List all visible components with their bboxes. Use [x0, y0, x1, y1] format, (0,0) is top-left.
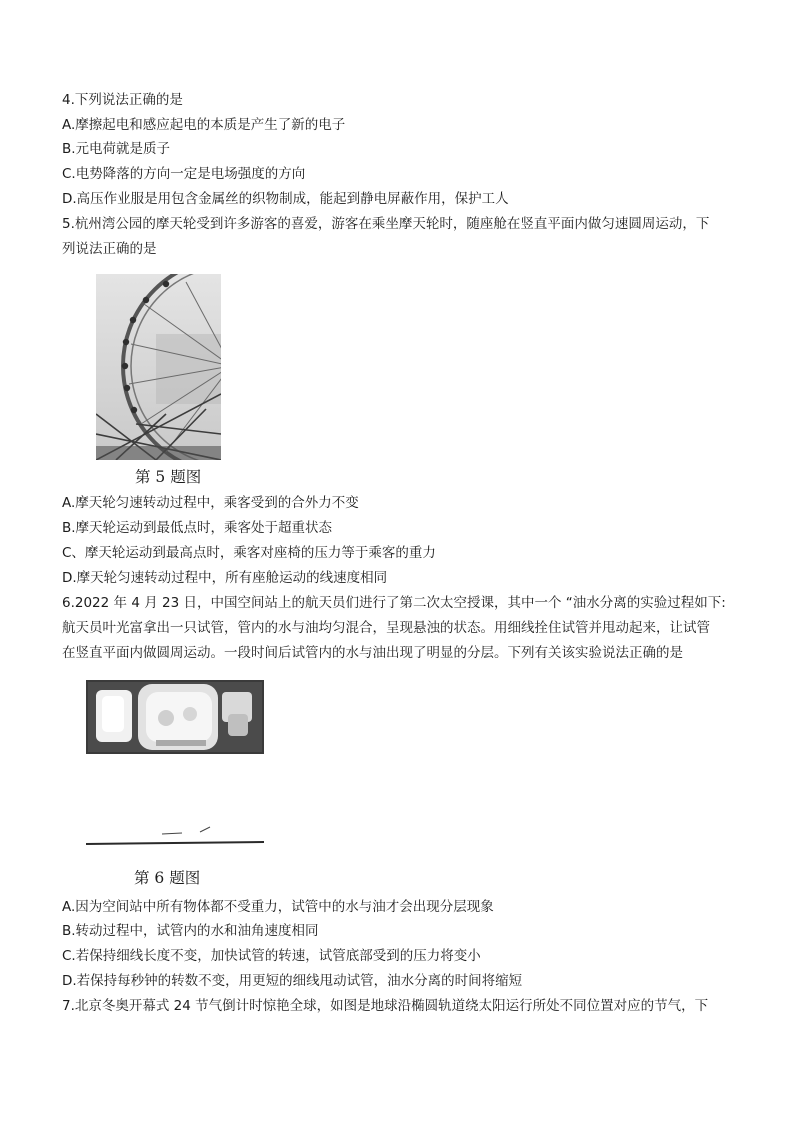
ferris-wheel-photo	[96, 274, 221, 460]
q5-figure-caption: 第 5 题图	[135, 468, 202, 486]
q6-stem-line3: 在竖直平面内做圆周运动。一段时间后试管内的水与油出现了明显的分层。下列有关该实验说法正确的是	[62, 645, 683, 661]
q4-option-c: C.电势降落的方向一定是电场强度的方向	[62, 166, 306, 182]
q5-stem-line1: 5.杭州湾公园的摩天轮受到许多游客的喜爱，游客在乘坐摩天轮时，随座舱在竖直平面内做匀速圆周运动，下	[62, 216, 710, 232]
q4-option-d: D.高压作业服是用包含金属丝的织物制成，能起到静电屏蔽作用，保护工人	[62, 191, 509, 207]
q6-option-a: A.因为空间站中所有物体都不受重力，试管中的水与油才会出现分层现象	[62, 899, 494, 915]
q5-option-b: B.摩天轮运动到最低点时，乘客处于超重状态	[62, 520, 333, 536]
q6-option-c: C.若保持细线长度不变，加快试管的转速，试管底部受到的压力将变小	[62, 948, 481, 964]
q6-option-d: D.若保持每秒钟的转数不变，用更短的细线甩动试管，油水分离的时间将缩短	[62, 973, 523, 989]
q5-option-a: A.摩天轮匀速转动过程中，乘客受到的合外力不变	[62, 495, 359, 511]
q6-stem-line2: 航天员叶光富拿出一只试管，管内的水与油均匀混合，呈现悬浊的状态。用细线拴住试管并甩动起来，让试管	[62, 620, 710, 636]
q4-option-b: B.元电荷就是质子	[62, 141, 171, 157]
q6-figure-caption: 第 6 题图	[134, 869, 201, 887]
q5-option-c: C、摩天轮运动到最高点时，乘客对座椅的压力等于乘客的重力	[62, 545, 436, 561]
q6-option-b: B.转动过程中，试管内的水和油角速度相同	[62, 923, 319, 939]
q5-option-d: D.摩天轮匀速转动过程中，所有座舱运动的线速度相同	[62, 570, 388, 586]
q4-stem: 4.下列说法正确的是	[62, 92, 183, 108]
oil-water-experiment-photo	[86, 678, 266, 850]
q7-stem-line1: 7.北京冬奥开幕式 24 节气倒计时惊艳全球，如图是地球沿椭圆轨道绕太阳运行所处不同位置对应的节气，下	[62, 998, 709, 1014]
q4-option-a: A.摩擦起电和感应起电的本质是产生了新的电子	[62, 117, 346, 133]
q5-stem-line2: 列说法正确的是	[62, 241, 157, 257]
q6-stem-line1: 6.2022 年 4 月 23 日，中国空间站上的航天员们进行了第二次太空授课，其中一个 “油水分离的实验过程如下:	[62, 595, 726, 611]
